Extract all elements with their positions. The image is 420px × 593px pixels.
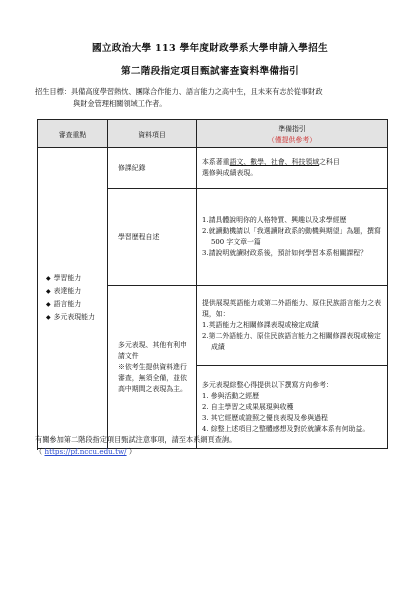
list-item: 3. 其它經歷或證照之優良表現及參與過程 xyxy=(202,413,328,422)
goal-text-line1: 具備高度學習熱忱、團隊合作能力、語言能力之高中生，且未來有志於從事財政 xyxy=(70,87,323,96)
focus-cell xyxy=(38,148,108,449)
list-item: 2.就讀動機請以「我選讀財政系的動機與期望」為題，撰寫 500 字文章一篇 xyxy=(202,227,381,246)
item-diverse-performance: 多元表現、其他有利申 請文件 ※依考生提供資料進行 審查，無須全備，並依 高中期間之表現為主。 xyxy=(108,286,197,449)
header-guide-title: 準備指引 xyxy=(278,125,306,133)
list-item: ◆ 多元表現能力 xyxy=(46,313,95,321)
table-header-row xyxy=(38,120,388,148)
guide-course-record: 本系著重語文、數學、社會、科技領域之科目 選修與成績表現。 xyxy=(197,148,388,189)
review-guide-table xyxy=(37,119,388,449)
diamond-bullet-icon: ◆ xyxy=(46,275,51,282)
goal-label: 招生目標： xyxy=(35,87,71,96)
table-row xyxy=(38,148,388,189)
diamond-bullet-icon: ◆ xyxy=(46,314,51,321)
document-subtitle: 第二階段指定項目甄試審查資料準備指引 xyxy=(120,66,300,77)
diamond-bullet-icon: ◆ xyxy=(46,301,51,308)
list-item: 1.請具體說明你的人格特質、興趣以及求學經歷 xyxy=(202,216,347,224)
diamond-bullet-icon: ◆ xyxy=(46,288,51,295)
header-guide xyxy=(197,120,388,148)
header-item: 資料項目 xyxy=(108,120,197,148)
list-item: ◆ 語言能力 xyxy=(46,300,82,308)
list-item: 4. 綜整上述項目之整體感想及對於就讀本系有何助益。 xyxy=(202,424,370,433)
list-item: 1.英語能力之相關修課表現或檢定成績 xyxy=(202,321,319,329)
list-item: 2. 自主學習之成果展現與收穫 xyxy=(202,402,294,411)
guide-learning-statement xyxy=(197,189,388,286)
list-item: 3.請說明就讀財政系後，預計如何學習本系相關課程？ xyxy=(202,249,368,257)
footer-note: 有關參加第二階段指定項目甄試注意事項，請至本系網頁查詢。 （ https://pf.nccu.edu.tw/ ） xyxy=(35,435,237,456)
admission-goal xyxy=(35,86,395,110)
focus-list xyxy=(38,272,107,324)
list-item: 2.第二外語能力、原住民族語言能力之相關修課表現或檢定成績 xyxy=(202,332,381,351)
item-learning-statement: 學習歷程自述 xyxy=(108,189,197,286)
guide-language-ability: 提供展現英語能力或第二外語能力、原住民族語言能力之表現，如： 1.英語能力之相關修課表現或檢定成績 2.第二外語能力、原住民族語言能力之相關修課表現或檢定成績 xyxy=(197,286,388,366)
footer-note-text: 有關參加第二階段指定項目甄試注意事項，請至本系網頁查詢。 xyxy=(35,435,237,444)
header-guide-note: （僅提供參考） xyxy=(267,136,317,144)
goal-text-line2: 與財金管理相關領域工作者。 xyxy=(73,99,167,108)
guide-diverse-summary: 多元表現綜整心得提供以下撰寫方向參考： 1. 參與活動之經歷 2. 自主學習之成果展現與收穫 3. 其它經歷或證照之優良表現及參與過程 4. 綜整上述項目之整體感想及對於就讀本系有何助益。 xyxy=(197,366,388,449)
item-course-record: 修課紀錄 xyxy=(108,148,197,189)
header-focus: 審查重點 xyxy=(38,120,108,148)
list-item: 1. 參與活動之經歷 xyxy=(202,391,259,400)
list-item: ◆ 學習能力 xyxy=(46,274,82,282)
department-website-link[interactable]: https://pf.nccu.edu.tw/ xyxy=(44,447,127,456)
list-item: ◆ 表達能力 xyxy=(46,287,82,295)
document-title: 國立政治大學 113 學年度財政學系大學申請入學招生 xyxy=(92,43,328,54)
